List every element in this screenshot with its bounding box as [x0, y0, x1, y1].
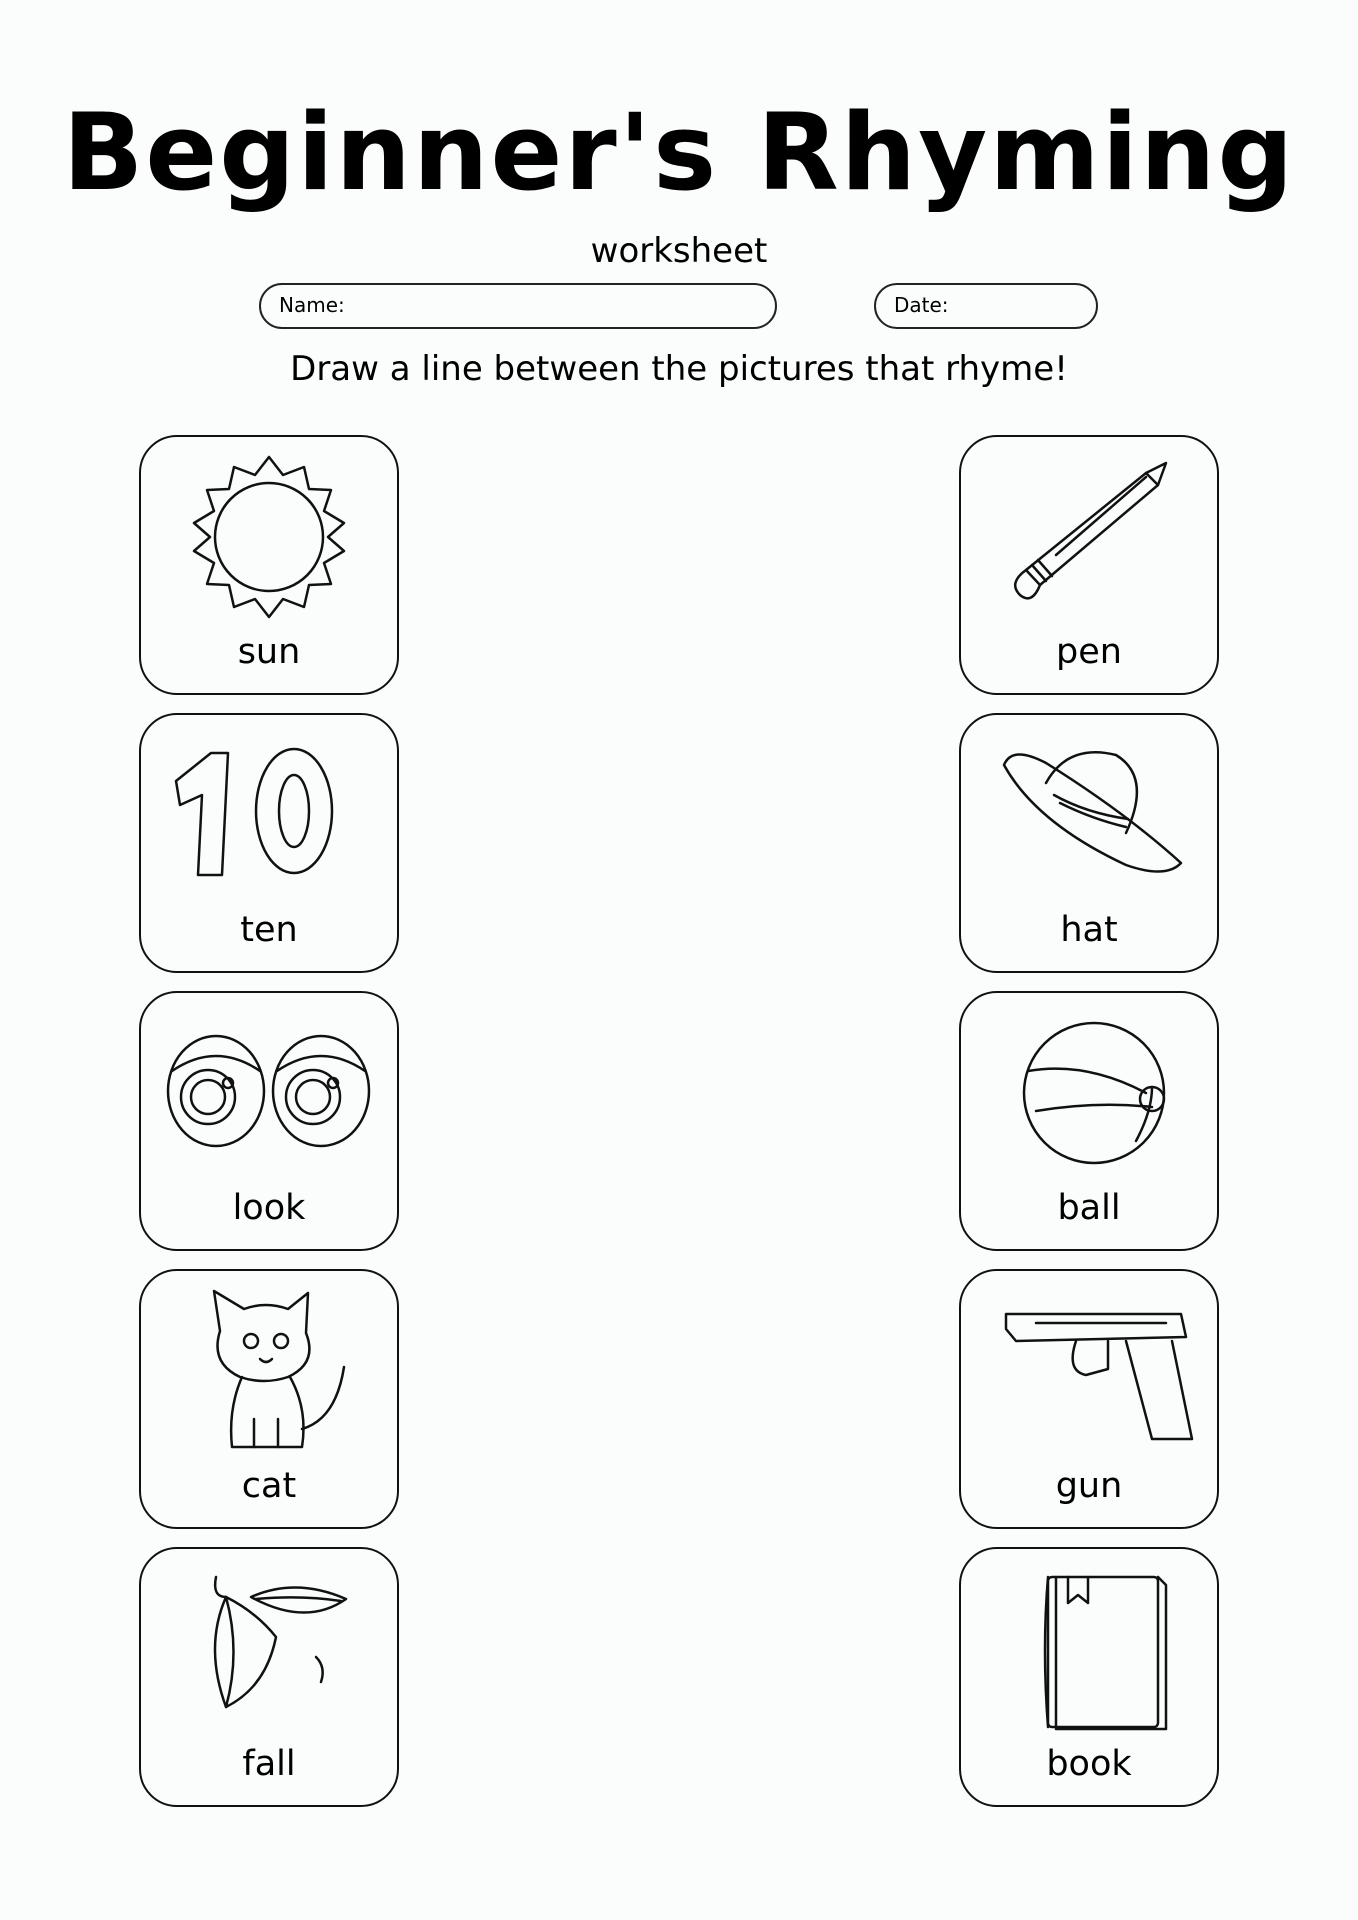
card-word: ten — [240, 910, 298, 950]
card-word: cat — [241, 1466, 297, 1506]
card-word: fall — [242, 1744, 296, 1784]
name-field[interactable] — [259, 283, 777, 329]
card-ten[interactable] — [139, 713, 399, 973]
card-pen[interactable] — [959, 435, 1219, 695]
card-book[interactable] — [959, 1547, 1219, 1807]
book-icon — [976, 1557, 1201, 1732]
card-word: book — [1046, 1744, 1132, 1784]
instruction-text: Draw a line between the pictures that rhyme! — [290, 349, 1068, 389]
card-word: pen — [1056, 632, 1122, 672]
card-word: ball — [1057, 1188, 1121, 1228]
card-gun[interactable] — [959, 1269, 1219, 1529]
hat-icon — [976, 723, 1201, 898]
card-hat[interactable] — [959, 713, 1219, 973]
name-label: Name: — [279, 293, 345, 317]
number-ten-icon — [156, 723, 381, 898]
card-ball[interactable] — [959, 991, 1219, 1251]
card-look[interactable] — [139, 991, 399, 1251]
date-label: Date: — [894, 293, 949, 317]
worksheet-title: Beginner's Rhyming — [62, 91, 1296, 214]
leaves-icon — [156, 1557, 381, 1732]
sun-icon — [156, 445, 381, 620]
card-word: sun — [237, 632, 301, 672]
gun-icon — [976, 1279, 1201, 1454]
card-word: look — [232, 1188, 306, 1228]
cat-icon — [156, 1279, 381, 1454]
card-sun[interactable] — [139, 435, 399, 695]
card-word: gun — [1055, 1466, 1123, 1506]
worksheet-subtitle: worksheet — [590, 231, 768, 271]
eyes-icon — [156, 1001, 381, 1176]
date-field[interactable] — [874, 283, 1098, 329]
beach-ball-icon — [976, 1001, 1201, 1176]
pencil-icon — [976, 445, 1201, 620]
card-word: hat — [1060, 910, 1118, 950]
card-fall[interactable] — [139, 1547, 399, 1807]
card-cat[interactable] — [139, 1269, 399, 1529]
